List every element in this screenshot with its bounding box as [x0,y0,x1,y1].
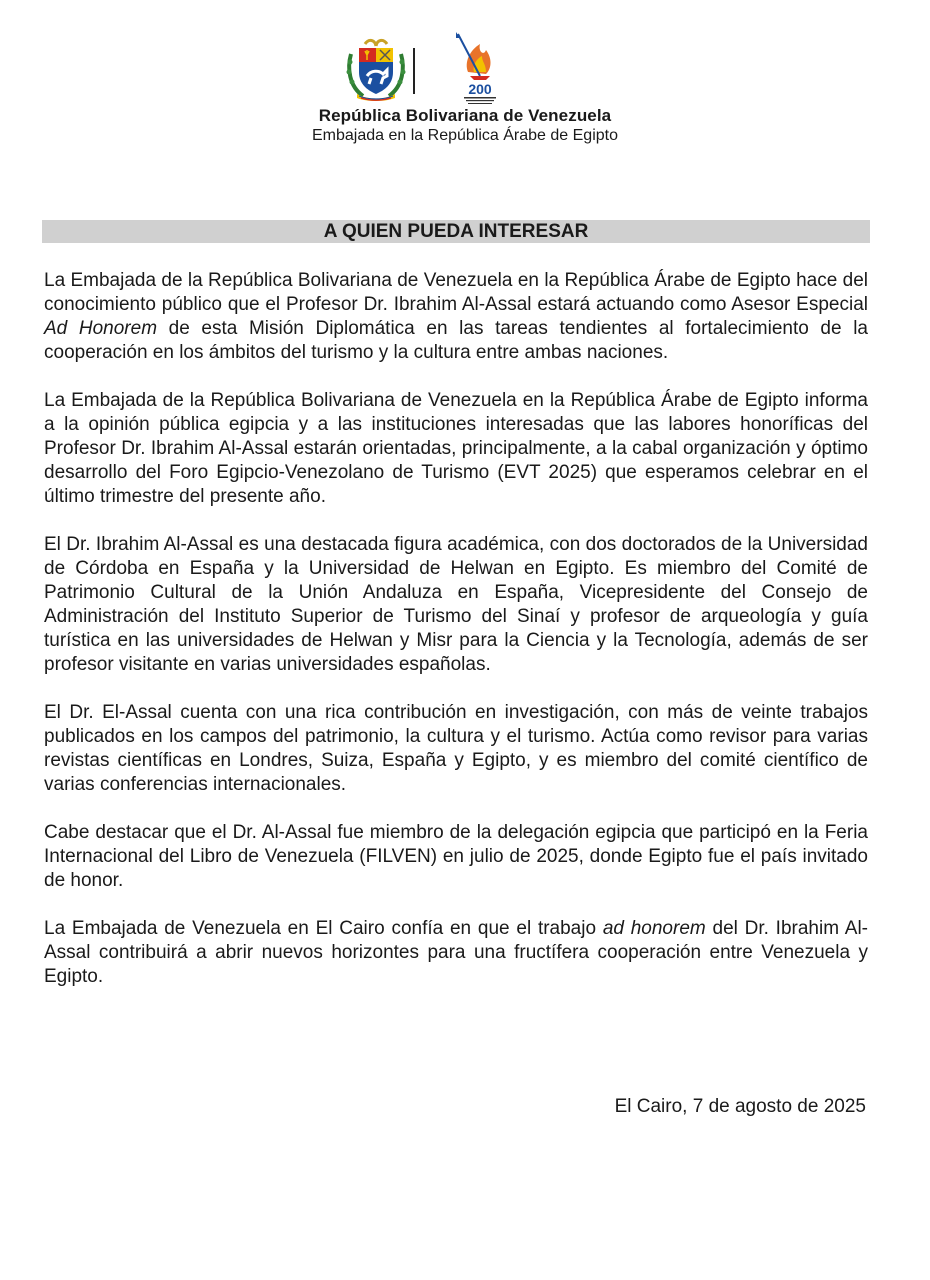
paragraph-research: El Dr. El-Assal cuenta con una rica contribución en investigación, con más de veinte trabajos publicados en los campos del patrimonio, la cultura y el turismo. Actúa como revisor para varias revistas científicas en Londres, Suiza, España y Egipto, y es miembro del comité científico de varias conferencias internacionales. [44,702,868,795]
emphasis-ad-honorem-lower: ad honorem [602,918,706,939]
logo-row [0,30,930,106]
document-title: A QUIEN PUEDA INTERESAR [42,220,870,243]
embassy-name: Embajada en la República Árabe de Egipto [312,127,618,144]
logo-divider [413,48,415,94]
paragraph-academic-profile: El Dr. Ibrahim Al-Assal es una destacada figura académica, con dos doctorados de la Universidad de Córdoba en España y la Universidad de Helwan en Egipto. Es miembro del Comité de Patrimonio Cultural de la Unión Andaluza en España, Vicepresidente del Consejo de Administración del Instituto Superior de Turismo del Sinaí y profesor de arqueología y guía turística en las universidades de Helwan y Misr para la Ciencia y la Tecnología, además de ser profesor visitante en varias universidades españolas. [44,534,868,675]
paragraph-forum: La Embajada de la República Bolivariana de Venezuela en la República Árabe de Egipto informa a la opinión pública egipcia y a las instituciones interesadas que las labores honoríficas del Profesor Dr. Ibrahim Al-Assal estarán orientadas, principalmente, a la cabal organización y óptimo desarrollo del Foro Egipcio-Venezolano de Turismo (EVT 2025) que esperamos celebrar en el último trimestre del presente año. [44,390,868,507]
paragraph-closing: La Embajada de Venezuela en El Cairo confía en que el trabajo ad honorem del Dr. Ibrahim Al-Assal contribuirá a abrir nuevos horizontes para una fructífera cooperación entre Venezuela y Egipto. [44,918,868,987]
emphasis-ad-honorem: Ad Honorem [44,318,158,339]
letterhead [0,30,930,145]
paragraph-filven: Cabe destacar que el Dr. Al-Assal fue miembro de la delegación egipcia que participó en la Feria Internacional del Libro de Venezuela (FILVEN) en julio de 2025, donde Egipto fue el país invitado de honor. [44,822,868,891]
svg-text:200: 200 [468,81,492,97]
bicentennial-200-logo-icon [450,32,510,108]
paragraph-appointment: La Embajada de la República Bolivariana de Venezuela en la República Árabe de Egipto hace del conocimiento público que el Profesor Dr. Ibrahim Al-Assal estará actuando como Asesor Especial Ad Honorem de esta Misión Diplomática en las tareas tendientes al fortalecimiento de la cooperación en los ámbitos del turismo y la cultura entre ambas naciones. [44,270,868,363]
place-and-date: El Cairo, 7 de agosto de 2025 [614,1096,866,1117]
organization-name: República Bolivariana de Venezuela [318,106,612,125]
letter-body [44,269,868,1013]
venezuela-coat-of-arms-icon [345,38,407,102]
